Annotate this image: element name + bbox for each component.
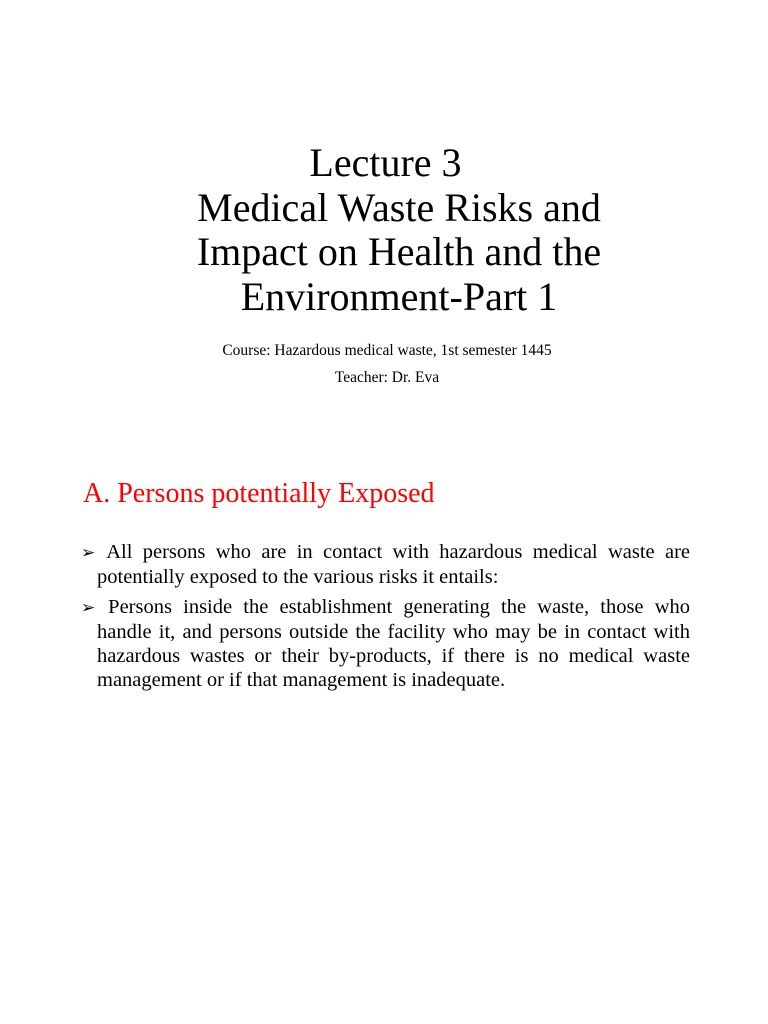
teacher-info: Teacher: Dr. Eva: [334, 369, 440, 386]
arrowhead-bullet-icon: ➢: [81, 598, 96, 618]
title-line-2: Medical Waste Risks and: [197, 184, 601, 230]
bullet-text-1: All persons who are in contact with hazardous medical waste are potentially exposed to the various risks it entails:: [97, 541, 691, 588]
bullet-text-2: Persons inside the establishment generating the waste, those who handle it, and persons outside the facility who may be in contact with hazardous wastes or their by-products, if there is no medical waste management or if that management is inadequate.: [97, 596, 690, 691]
arrowhead-bullet-icon: ➢: [81, 543, 96, 563]
bullet-list: [81, 540, 690, 698]
bullet-item-2: [81, 595, 690, 692]
course-info: Course: Hazardous medical waste, 1st semester 1445: [222, 342, 552, 359]
lecture-title: [0, 141, 768, 319]
bullet-item-1: [81, 540, 690, 589]
title-line-1: Lecture 3: [309, 140, 462, 185]
title-line-4: Environment-Part 1: [240, 273, 558, 319]
title-line-3: Impact on Health and the: [196, 229, 602, 274]
section-heading: A. Persons potentially Exposed: [83, 478, 435, 509]
